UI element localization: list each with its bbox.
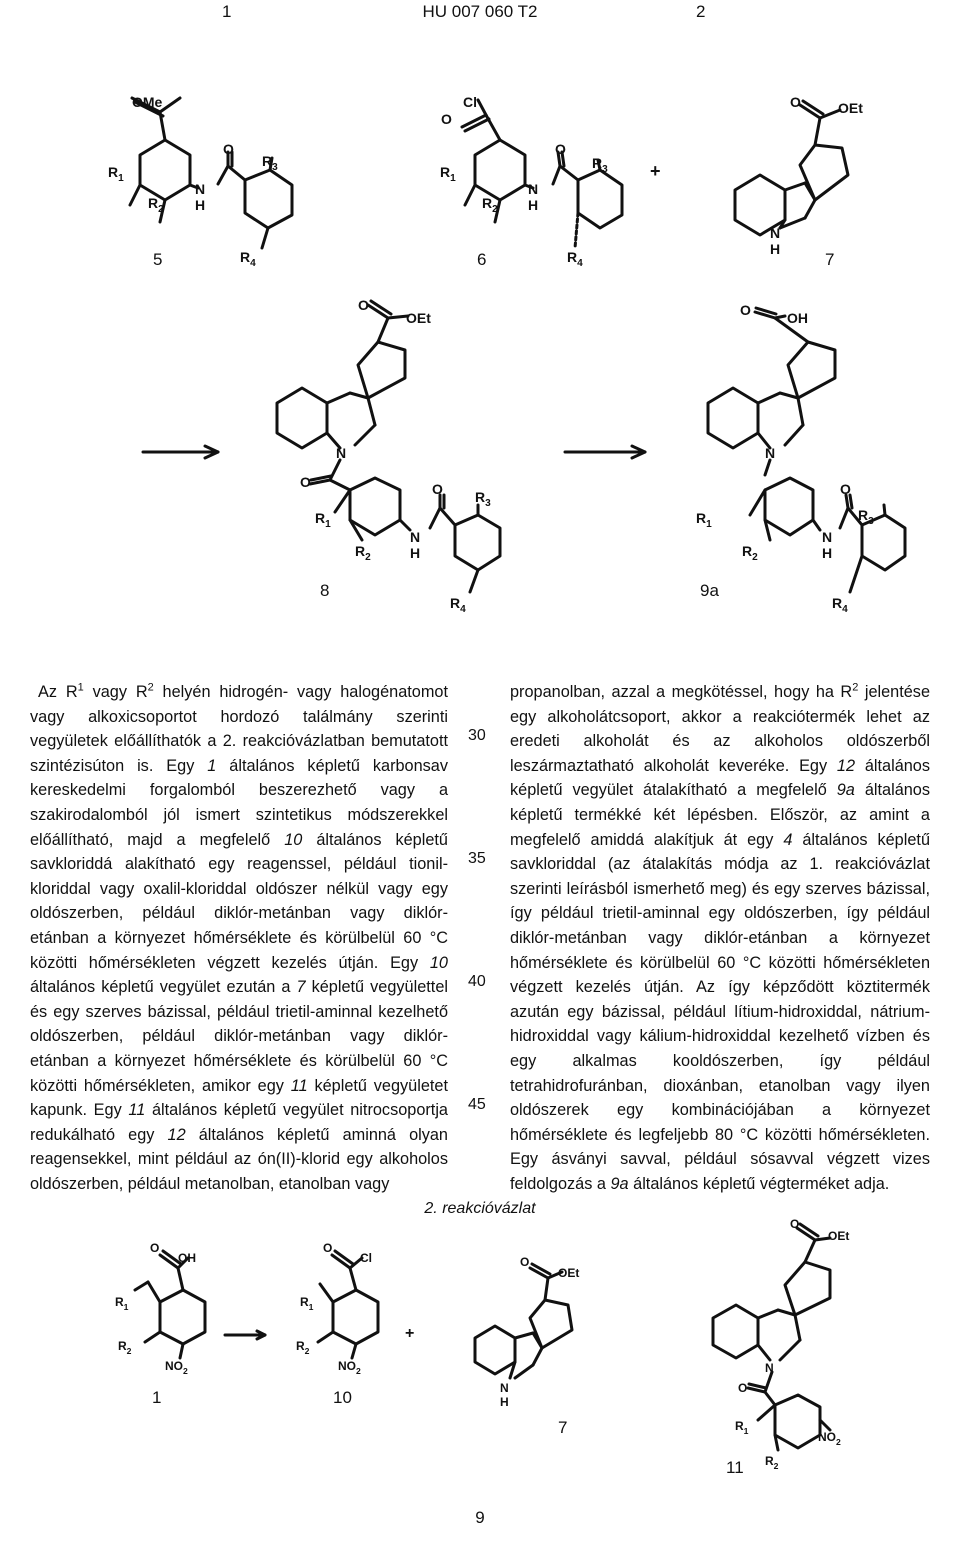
label-n-c11: N <box>765 1361 774 1375</box>
label-h-c7: H <box>770 241 781 257</box>
label-r1-c1: $R_1$ <box>115 1295 129 1312</box>
label-r2-c10: $R_2$ <box>296 1339 310 1356</box>
label-h-c9a: H <box>822 545 833 561</box>
label-n-c8: N <box>336 445 347 461</box>
label-o-c7: O <box>790 94 801 110</box>
page-number: 9 <box>475 1508 485 1527</box>
label-r3-c9a: $R_3$ <box>858 507 874 527</box>
label-r1-c8: $R_1$ <box>315 510 331 530</box>
label-n-c7b: N <box>500 1381 509 1395</box>
label-r2-c11: $R_2$ <box>765 1454 779 1471</box>
compound-number-1: 1 <box>152 1388 162 1407</box>
compound-7-scheme2-structure <box>475 1264 572 1378</box>
compound-number-5: 5 <box>153 250 163 269</box>
label-ome: OMe <box>132 94 163 110</box>
label-h-c5: H <box>195 197 206 213</box>
plus-sign-scheme1: + <box>650 161 661 181</box>
left-text-column <box>30 680 448 1196</box>
compound-number-8: 8 <box>320 581 330 600</box>
label-o-c11: O <box>790 1217 800 1231</box>
label-oet-c7: OEt <box>838 100 863 116</box>
label-r4-c5: $R_4$ <box>240 249 256 269</box>
line-number-40: 40 <box>468 973 486 990</box>
label-n-c9a: N <box>765 445 776 461</box>
left-paragraph: Az $R^1$ vagy $R^2$ helyén hidrogén- vagy halogénatomot vagy alkoxicsoportot hordozó találmány szerinti vegyületek előállíthatók a 2. reakcióvázlatban bemutatott szintézisúton is. Egy 1 általános képletű karbonsav kereskedelmi forgalomból beszerezhető vagy a szakirodalomból jól ismert szintetikus módszerekkel előállítható, majd a megfelelő 10 általános képletű savkloriddá alakítható egy reagenssel, például tionil-kloriddal vagy oxalil-kloriddal oldószer nélkül vagy egy oldószerben, például diklór-metánban vagy diklór-etánban a környezet hőmérséklete és körülbelül 60 °C közötti hőmérsékleten végzett kezelés útján. Egy 10 általános képletű vegyület ezután a 7 képletű vegyülettel és egy szerves bázissal, például trietil-aminnal kezelhető oldószerben, például diklór-metánban vagy diklór-etánban a környezet hőmérséklete és körülbelül 60 °C közötti hőmérsékleten, amikor egy 11 képletű vegyületet kapunk. Egy 11 általános képletű vegyület nitrocsoportja redukálható egy 12 általános képletű aminná olyan reagensekkel, mint például az ón(II)-klorid egy alkoholos oldószerben, például metanolban, etanolban vagy <box>30 681 448 1193</box>
label-r3-c5: $R_3$ <box>262 153 278 173</box>
label-n2-c9a: N <box>822 529 833 545</box>
label-r4-c8: $R_4$ <box>450 595 466 615</box>
compound-number-6: 6 <box>477 250 487 269</box>
label-r4-c9a: $R_4$ <box>832 595 848 615</box>
line-number-30: 30 <box>468 727 486 744</box>
label-r2-c8: $R_2$ <box>355 543 371 563</box>
right-text-column <box>510 680 930 1196</box>
label-r4-c6: $R_4$ <box>567 249 583 269</box>
label-cl-c10: Cl <box>360 1251 372 1265</box>
label-oh-c1: OH <box>178 1251 196 1265</box>
label-no2-c11: $NO_2$ <box>818 1430 841 1447</box>
label-r2-c6: $R_2$ <box>482 195 498 215</box>
compound-number-7-scheme2: 7 <box>558 1418 568 1437</box>
compound-9a-structure <box>708 308 905 592</box>
label-r1-c5: $R_1$ <box>108 164 124 184</box>
label-no2-c10: $NO_2$ <box>338 1359 361 1376</box>
label-h-c7b: H <box>500 1395 509 1409</box>
label-r3-c6: $R_3$ <box>592 155 608 175</box>
label-r1-c9a: $R_1$ <box>696 510 712 530</box>
label-oet-c8: OEt <box>406 310 431 326</box>
label-oet-c11: OEt <box>828 1229 850 1243</box>
label-o2-c8: O <box>300 474 311 490</box>
label-n-c7: N <box>770 225 781 241</box>
label-no2-c1: $NO_2$ <box>165 1359 188 1376</box>
compound-1-structure <box>135 1251 205 1358</box>
label-r1-c6: $R_1$ <box>440 164 456 184</box>
label-oet-c7b: OEt <box>558 1266 580 1280</box>
label-h-c6: H <box>528 197 539 213</box>
label-h-c8: H <box>410 545 421 561</box>
compound-10-structure <box>318 1251 378 1358</box>
label-o-c9a: O <box>740 302 751 318</box>
label-o-c7b: O <box>520 1255 530 1269</box>
compound-number-7: 7 <box>825 250 835 269</box>
line-number-35: 35 <box>468 850 486 867</box>
label-o3-c8: O <box>432 481 443 497</box>
label-o-c10: O <box>323 1241 333 1255</box>
label-o-c5: O <box>223 141 234 157</box>
header-document-id: HU 007 060 T2 <box>422 2 538 21</box>
label-oh-c9a: OH <box>787 310 808 326</box>
label-o-c8: O <box>358 297 369 313</box>
line-number-45: 45 <box>468 1096 486 1113</box>
right-paragraph: propanolban, azzal a megkötéssel, hogy ha $R^2$ jelentése egy alkoholátcsoport, akkor a reakciótermék lehet az eredeti alkoholát és az alkoholos oldószerből leszármaztatható alkoholát keveréke. Egy 12 általános képletű vegyület átalakítható a megfelelő 9a általános képletű termékké két lépésben. Először, az amint a megfelelő amiddá alakítjuk át egy 4 általános képletű savkloriddal (az átalakítás módja az 1. reakcióvázlat szerinti leírásból ismerhető meg) és egy szerves bázissal, így például trietil-aminnal egy oldószerben, így például diklór-metánban vagy diklór-etánban a környezet hőmérséklete és körülbelül 60 °C közötti hőmérsékleten végzett kezelés útján. Az így képződött köztitermék azután egy bázissal, például lítium-hidroxiddal, nátrium-hidroxiddal vagy kálium-hidroxiddal kezelhető vízben és egy alkalmas kooldószerben, így például tetrahidrofuránban, dioxánban, etanolban vagy ilyen oldószerek egy kombinációjában a környezet hőmérséklete és legfeljebb 80 °C közötti hőmérsékleten. Egy ásványi savval, például sósavval végzett vizes feldolgozás a 9a általános képletű végterméket adja. <box>510 681 931 1193</box>
header-page-left: 1 <box>222 2 232 21</box>
compound-11-structure <box>713 1224 830 1450</box>
label-r1-c11: $R_1$ <box>735 1419 749 1436</box>
label-r2-c1: $R_2$ <box>118 1339 132 1356</box>
compound-5-structure <box>130 98 292 248</box>
label-o-c1: O <box>150 1241 160 1255</box>
compound-8-structure <box>277 301 500 592</box>
label-n-c5: N <box>195 181 206 197</box>
compound-7-structure <box>735 101 848 235</box>
label-o2-c9a: O <box>840 481 851 497</box>
label-r2-c9a: $R_2$ <box>742 543 758 563</box>
label-o-c6: O <box>441 111 452 127</box>
plus-sign-scheme2: + <box>405 1325 415 1342</box>
label-o2-c11: O <box>738 1381 748 1395</box>
label-r2-c5: $R_2$ <box>148 195 164 215</box>
label-r3-c8: $R_3$ <box>475 489 491 509</box>
header-page-right: 2 <box>696 2 706 21</box>
label-o2-c6: O <box>555 141 566 157</box>
compound-number-9a: 9a <box>700 581 719 600</box>
label-cl: Cl <box>463 94 477 110</box>
compound-number-10: 10 <box>333 1388 352 1407</box>
label-n-c6: N <box>528 181 539 197</box>
scheme-2-title: 2. reakcióvázlat <box>424 1200 536 1217</box>
compound-6-structure <box>462 100 622 248</box>
compound-number-11: 11 <box>726 1458 744 1477</box>
label-r1-c10: $R_1$ <box>300 1295 314 1312</box>
label-n2-c8: N <box>410 529 421 545</box>
